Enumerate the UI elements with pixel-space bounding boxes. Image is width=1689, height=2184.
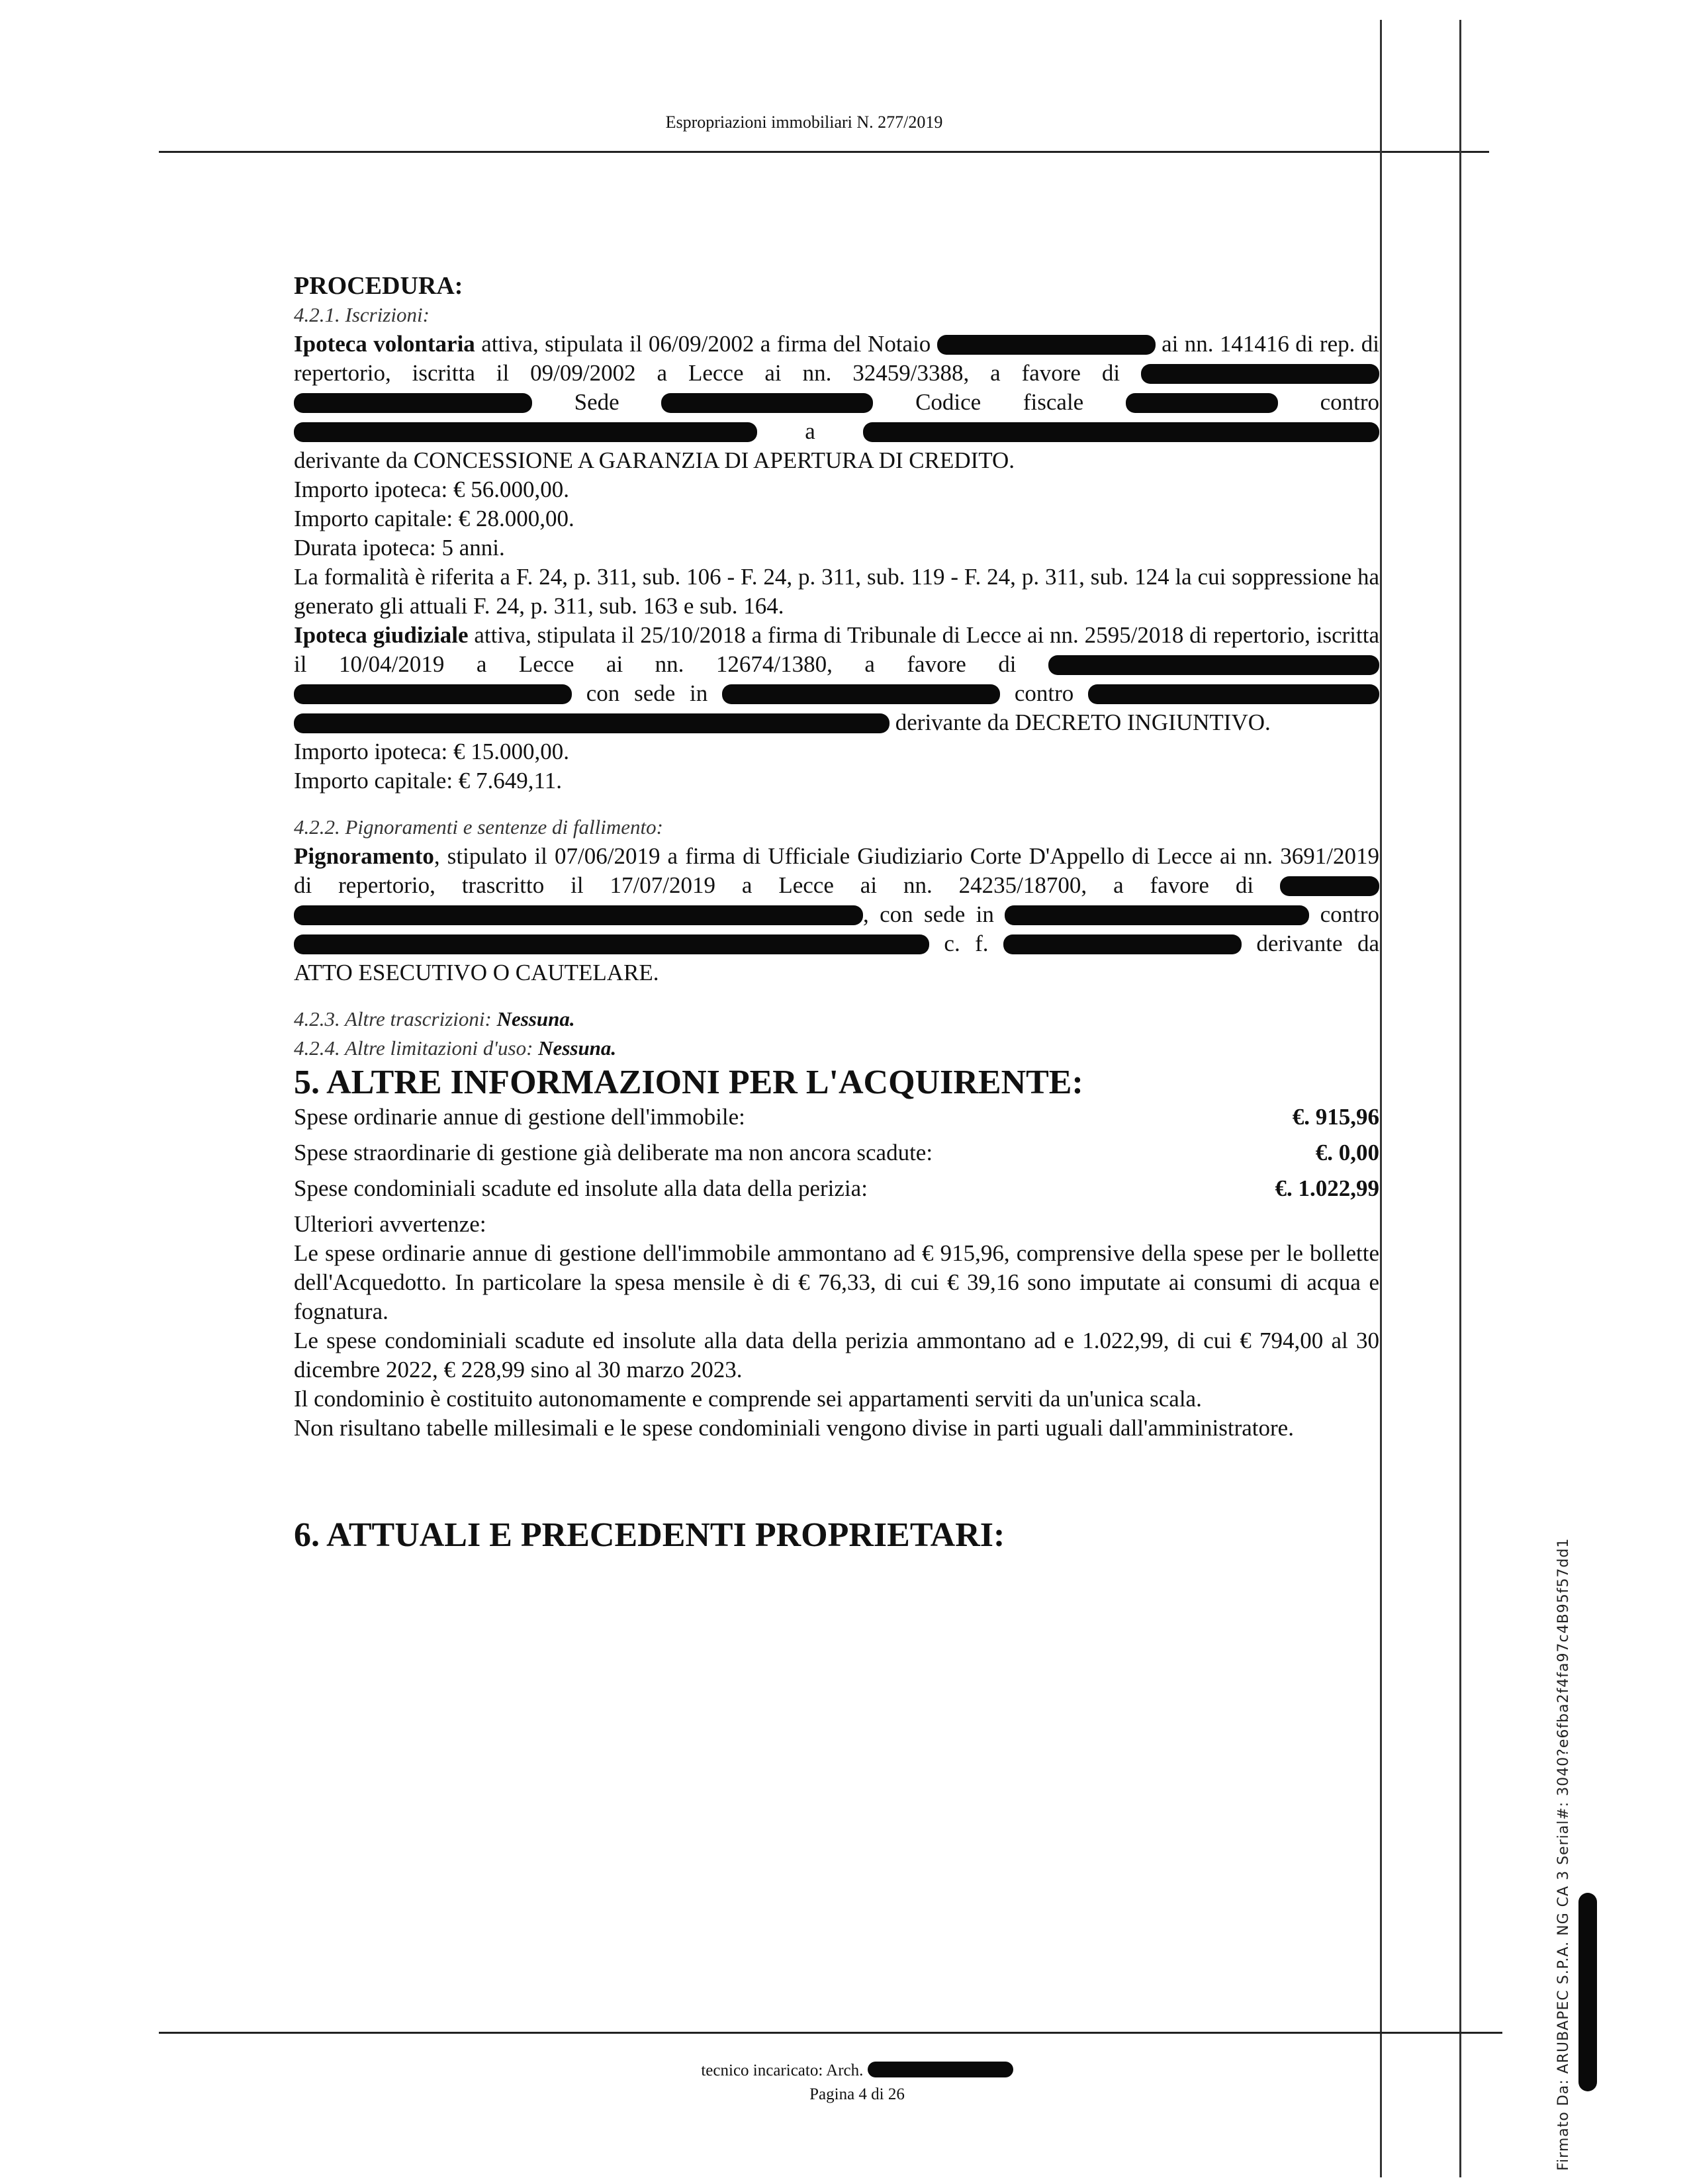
redaction bbox=[868, 2062, 1013, 2077]
redaction bbox=[1141, 364, 1379, 384]
redaction bbox=[1005, 905, 1309, 925]
cost-row: Spese straordinarie di gestione già deliberate ma non ancora scadute: €. 0,00 bbox=[294, 1140, 1379, 1165]
redaction bbox=[294, 393, 532, 413]
section5-title: 5. ALTRE INFORMAZIONI PER L'ACQUIRENTE: bbox=[294, 1064, 1083, 1101]
redaction bbox=[661, 393, 873, 413]
iscrizioni-title: 4.2.1. Iscrizioni: bbox=[294, 303, 430, 326]
margin-line-outer bbox=[1459, 20, 1461, 2177]
redaction bbox=[1126, 393, 1278, 413]
redaction bbox=[1280, 876, 1379, 896]
cost-row: Spese ordinarie annue di gestione dell'immobile: €. 915,96 bbox=[294, 1104, 1379, 1130]
redaction bbox=[294, 684, 572, 704]
redaction bbox=[722, 684, 1000, 704]
altre-trascrizioni: 4.2.3. Altre trascrizioni: Nessuna. bbox=[294, 1007, 575, 1030]
page-header bbox=[159, 113, 1449, 132]
redaction bbox=[1578, 1893, 1597, 2091]
section5-paragraph: Non risultano tabelle millesimali e le spese condominiali vengono divise in parti uguali dall'amministratore. bbox=[294, 1415, 1294, 1441]
ipoteca-volontaria-paragraph: Ipoteca volontaria attiva, stipulata il 06/09/2002 a firma del Notaio ai nn. 141416 di rep. di repertorio, iscritta il 09/09/2002 a Lecce ai nn. 32459/3388, a favore di Sede Codice fiscale contro a derivante da CONCESSIONE A GARANZIA DI APERTURA DI CREDITO. Importo ipoteca: € 56.000,00. Importo capitale: € 28.000,00. Durata ipoteca: 5 anni. La formalità è riferita a F. 24, p. 311, sub. 106 - F. 24, p. 311, sub. 119 - F. 24, p. 311, sub. 124 la cui soppressione ha generato gli attuali F. 24, p. 311, sub. 163 e sub. 164. bbox=[294, 331, 1379, 619]
cost-row: Spese condominiali scadute ed insolute alla data della perizia: €. 1.022,99 bbox=[294, 1175, 1379, 1201]
document-body bbox=[294, 271, 1379, 1555]
section6-title: 6. ATTUALI E PRECEDENTI PROPRIETARI: bbox=[294, 1516, 1005, 1554]
redaction bbox=[1003, 934, 1242, 954]
redaction bbox=[937, 335, 1156, 355]
section5-paragraph: Il condominio è costituito autonomamente e comprende sei appartamenti serviti da un'unica scala. bbox=[294, 1386, 1202, 1412]
ipoteca-giudiziale-paragraph: Ipoteca giudiziale attiva, stipulata il 25/10/2018 a firma di Tribunale di Lecce ai nn. 2595/2018 di repertorio, iscritta il 10/04/2019 a Lecce ai nn. 12674/1380, a favore di con sede in contro derivante da DECRETO INGIUNTIVO. Importo ipoteca: € 15.000,00. Importo capitale: € 7.649,11. bbox=[294, 622, 1379, 794]
pignoramento-paragraph: Pignoramento, stipulato il 07/06/2019 a firma di Ufficiale Giudiziario Corte D'Appello di Lecce ai nn. 3691/2019 di repertorio, trascritto il 17/07/2019 a Lecce ai nn. 24235/18700, a favore di , con sede in contro c. f. derivante da ATTO ESECUTIVO O CAUTELARE. bbox=[294, 843, 1379, 985]
footer-pagina: Pagina 4 di 26 bbox=[809, 2085, 905, 2103]
redaction bbox=[294, 934, 929, 954]
pignoramenti-title: 4.2.2. Pignoramenti e sentenze di fallimento: bbox=[294, 815, 663, 839]
redaction bbox=[294, 713, 890, 733]
redaction bbox=[294, 422, 757, 442]
procedura-label: PROCEDURA: bbox=[294, 272, 463, 300]
footer-rule bbox=[159, 2032, 1502, 2034]
header-title: Espropriazioni immobiliari N. 277/2019 bbox=[665, 113, 943, 132]
signature-stamp: Firmato Da: ARUBAPEC S.P.A. NG CA 3 Serial#: 3040?e6fba2f4fa97c4B95f57dd1 bbox=[1555, 1537, 1572, 2171]
ulteriori-avvertenze: Ulteriori avvertenze: bbox=[294, 1211, 486, 1237]
redaction bbox=[1088, 684, 1379, 704]
redaction bbox=[294, 905, 863, 925]
footer-tecnico: tecnico incaricato: Arch. bbox=[159, 2060, 1555, 2082]
section5-paragraph: Le spese ordinarie annue di gestione dell'immobile ammontano ad € 915,96, comprensive della spese per le bollette dell'Acquedotto. In particolare la spesa mensile è di € 76,33, di cui € 39,16 sono imputate ai consumi di acqua e fognatura. bbox=[294, 1240, 1379, 1324]
margin-line-inner bbox=[1380, 20, 1382, 2177]
redaction bbox=[863, 422, 1379, 442]
redaction bbox=[1048, 655, 1379, 675]
section5-paragraph: Le spese condominiali scadute ed insolute alla data della perizia ammontano ad e 1.022,99, di cui € 794,00 al 30 dicembre 2022, € 228,99 sino al 30 marzo 2023. bbox=[294, 1328, 1379, 1383]
altre-limitazioni: 4.2.4. Altre limitazioni d'uso: Nessuna. bbox=[294, 1036, 617, 1060]
header-rule bbox=[159, 151, 1489, 153]
